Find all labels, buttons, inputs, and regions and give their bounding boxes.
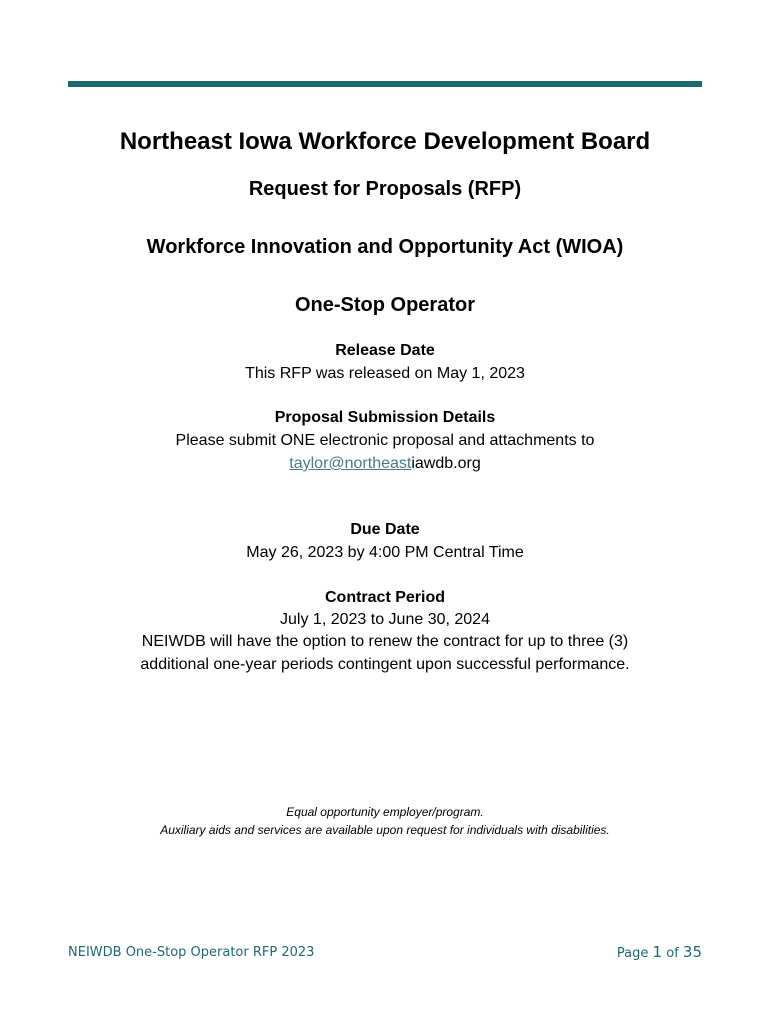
footer-document-title: NEIWDB One-Stop Operator RFP 2023 (68, 945, 315, 960)
eeo-notice: Equal opportunity employer/program. (286, 805, 484, 819)
contract-renewal-line1: NEIWDB will have the option to renew the contract for up to three (3) (141, 633, 629, 650)
email-domain-text: iawdb.org (411, 455, 481, 472)
page-current: 1 (652, 943, 663, 961)
submission-heading: Proposal Submission Details (274, 409, 496, 426)
page-title: Northeast Iowa Workforce Development Board (119, 128, 651, 155)
footer-page-number (617, 943, 702, 961)
due-heading: Due Date (350, 521, 420, 538)
rfp-subtitle: Request for Proposals (RFP) (248, 178, 522, 200)
submission-text: Please submit ONE electronic proposal and attachments to (175, 432, 595, 449)
of-label: of (666, 946, 679, 961)
top-rule-divider (68, 81, 702, 87)
email-link[interactable]: taylor@northeast (289, 455, 412, 472)
contract-dates: July 1, 2023 to June 30, 2024 (280, 611, 490, 628)
page-total: 35 (682, 943, 702, 961)
act-subtitle: Workforce Innovation and Opportunity Act (WIOA) (146, 236, 624, 258)
accommodation-notice: Auxiliary aids and services are available upon request for individuals with disabilities. (160, 823, 610, 837)
release-heading: Release Date (335, 342, 435, 359)
contract-heading: Contract Period (324, 589, 445, 606)
contract-renewal-line2: additional one-year periods contingent upon successful performance. (140, 656, 630, 673)
role-subtitle: One-Stop Operator (294, 294, 475, 316)
submission-email (0, 455, 770, 473)
due-text: May 26, 2023 by 4:00 PM Central Time (246, 544, 524, 561)
page-label: Page (616, 946, 649, 961)
release-text: This RFP was released on May 1, 2023 (245, 365, 525, 382)
